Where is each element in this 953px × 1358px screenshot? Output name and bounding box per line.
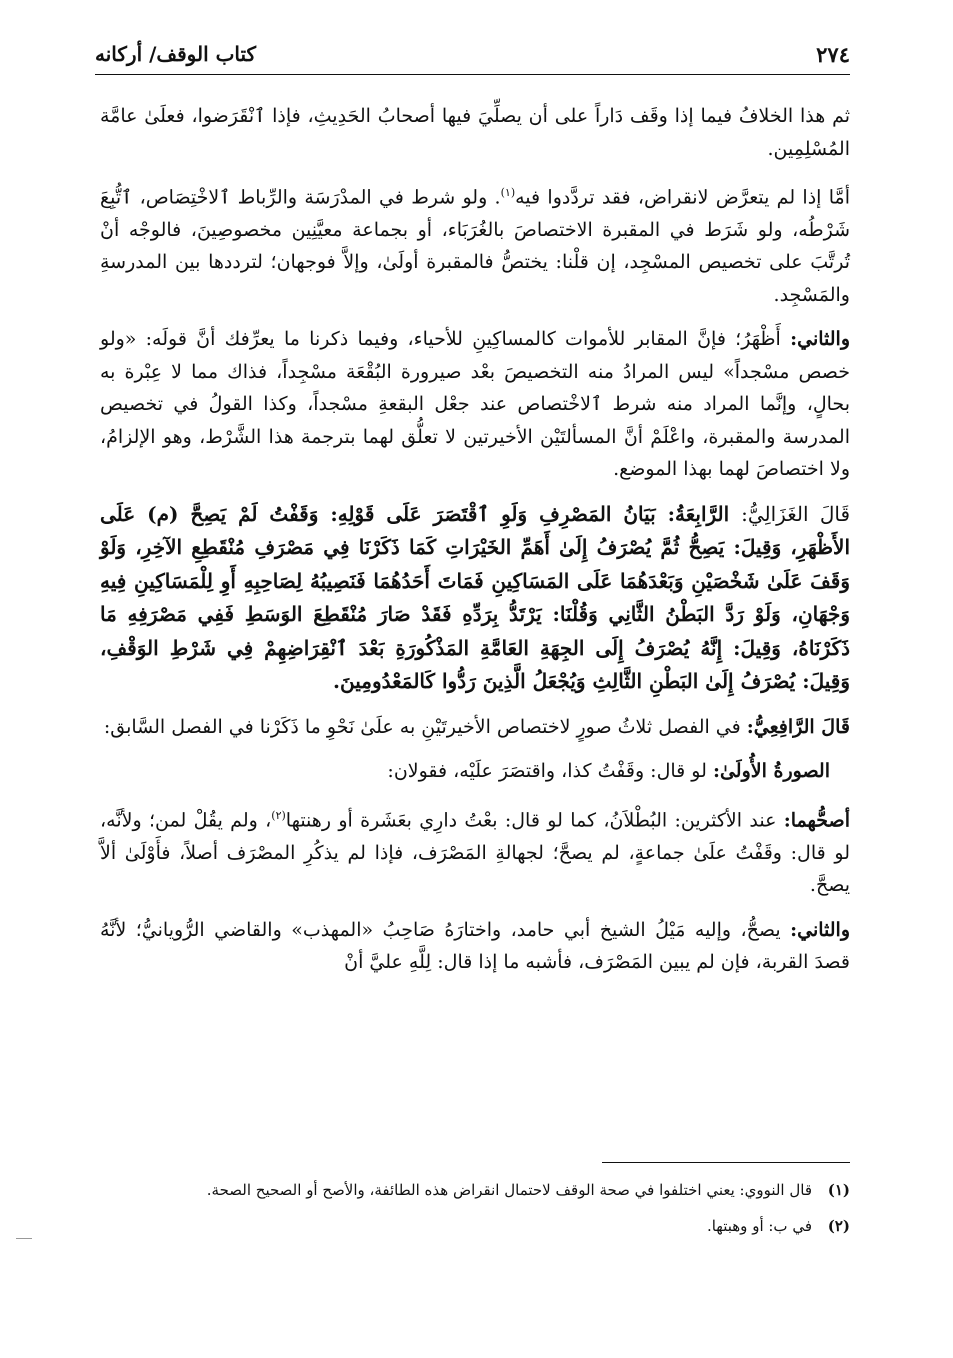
paragraph-8 (100, 914, 850, 979)
paragraph-7 (100, 800, 850, 902)
paragraph-6 (100, 755, 850, 788)
footnote-separator (602, 1162, 850, 1163)
paragraph-text: أَظْهَرُ؛ فإنَّ المقابر للأموات كالمساكِينِ للأحياء، وفيما ذكرنا ما يعرِّفك أنَّ قولَه: «ولو خصص مسْجداً» ليس المرادُ منه التخصيصَ بعْد صيرورة البُقْعَة مسْجِداً، فذاك مما لا عِبْرة به بحالٍ، وإنَّما المراد منه شرط ٱلاخْتصاص عند جعْل البقعةِ مسْجداً، وكذا القولُ في تخصيص المدرسة والمقبرة، واعْلَمْ أنَّ المسألتَيْن الأخيرتين لا تعلُّق لهما بترجمة هذا الشَّرْط، وهو الإلزامُ، ولا اختصاصَ لهما بهذا الموضع. (100, 328, 850, 481)
paragraph-text: عند الأكثرين: البُطْلاَنُ، كما لو قال: بعْتُ دارِي بعَشَرة أو رهنتها (285, 809, 784, 832)
main-text (100, 100, 850, 991)
scan-edge-mark (16, 1238, 32, 1239)
page-header (95, 40, 850, 75)
running-title: كتاب الوقف/ أركانه (95, 42, 257, 66)
footnote-2 (100, 1213, 850, 1239)
paragraph-text: أمَّا إذا لم يتعرَّض لانقراض، فقد تردَّدوا فيه (515, 186, 850, 209)
ghazali-quote (100, 498, 850, 699)
paragraph-text: في الفصل ثلاثُ صورٍ لاختصاص الأخيرتَيْنِ به علَىٰ نَحْوِ ما ذَكَرْنا في الفصل السَّابق: (103, 715, 747, 738)
footnote-text: في ب: أو وهبتها. (706, 1217, 812, 1235)
footnote-text: قال النووي: يعني اختلفوا في صحة الوقف لاحتمال انقراض هذه الطائفة، والأصح أو الصحيح الصحة. (206, 1181, 812, 1199)
footnote-number: (٢) (827, 1217, 850, 1235)
paragraph-5 (100, 711, 850, 744)
paragraph-1 (100, 100, 850, 165)
paragraph-text-cont: . ولو شرط في المدْرَسَة والرِّباط ٱلاخْتِصَاص، ٱتُّبِعَ شَرْطُه، ولو شَرَط في المقبرة الاختصاصَ بالغُرَبَاء، أو بجماعة معيَّنِين مخصوصِينَ، فالوجْه أنْ تُرتَّبَ على تخصيص المسْجِد، إن قلْنا: يختصُّ فالمقبرة أولَىٰ، وإلاَّ فوجهان؛ لترددها بين المدرسةِ والمَسْجِد. (100, 186, 850, 306)
paragraph-lead: أصحُّهما: (783, 809, 850, 832)
paragraph-text: ثم هذا الخلافُ فيما إذا وقَف دَاراً على أن يصلِّيَ فيها أصحابُ الحَدِيثِ، فإذا ٱنْقَرَضوا، فعلَىٰ عامَّة المُسْلِمِين. (100, 105, 850, 160)
footnote-number: (١) (827, 1181, 850, 1199)
paragraph-lead: الصورةُ الأُولَىٰ: (712, 760, 830, 783)
paragraph-lead: والثاني: (790, 918, 850, 941)
paragraph-lead: والثاني: (790, 328, 850, 351)
paragraph-text: لو قال: وقَفْتُ كذا، واقتصَرَ علَيْه، فقولان: (387, 760, 713, 783)
footnotes (100, 1177, 850, 1249)
footnote-1 (100, 1177, 850, 1203)
page-number: ٢٧٤ (816, 42, 850, 67)
paragraph-lead: قَالَ الرَّافِعِيُّ: (746, 715, 850, 738)
paragraph-text-cont: ، ولم يقُلْ لمن؛ ولأنَّه، لو قال: وقَفْتُ علَىٰ جماعةٍ، لم يصحَّ؛ لجهالةِ المَصْرَف، فإذا لم يذكُرِ المصْرَف أصلاً، فأَوْلَىٰ ألاَّ يصحَّ. (100, 809, 850, 897)
paragraph-2 (100, 177, 850, 311)
paragraph-text: الرَّابِعَةُ: بَيَانُ المَصْرِفِ وَلَوِ ٱقْتَصَرَ عَلَى قَوْلِهِ: وَقَفْتُ لَمْ يَصِحَّ (م) عَلَى الأَظْهَرِ، وَقِيلَ: يَصِحُّ ثُمَّ يُصْرَفُ إِلَىٰ أَهَمِّ الخَيْرَاتِ كَمَا ذَكَرْنَا فِي مَصْرَفِ مُنْقَطِعِ الآخِرِ، وَلَوْ وَقَفَ عَلَىٰ شَخْصَيْنِ وَبَعْدَهُمَا عَلَى المَسَاكِينِ فَمَاتَ أَحَدُهُمَا فَنَصِيبُهُ لِصَاحِبِهِ أَوِ لِلْمَسَاكِينِ فِيهِ وَجْهَانِ، وَلَوْ رَدَّ البَطْنُ الثَّانِي وَقُلْنَا: يَرْتَدُّ بِرَدِّهِ فَقَدْ صَارَ مُنْقَطِعَ الوَسَطِ فَفِي مَصْرَفِهِ مَا ذَكَرْنَاهُ، وَقِيلَ: إِنَّهُ يُصْرَفُ إِلَى الجِهَةِ العَامَّةِ المَذْكُورَةِ بَعْدَ ٱنْقِرَاضِهِمْ فِي شَرْطِ الوَقْفِ، وَقِيلَ: يُصْرَفُ إِلَىٰ البَطْنِ الثَّالِثِ وَيُجْعَلُ الَّذِينَ رَدُّوا كَالمَعْدُومِينَ. (100, 501, 850, 694)
footnote-ref-1[interactable]: (١) (500, 186, 516, 199)
paragraph-text: يصحُّ، وإليه مَيْلُ الشيخ أبي حامد، واختارَهُ صَاحِبُ «المهذب» والقاضي الرُّويانيُّ؛ لأنَّهُ قصدَ القربة، فإن لم يبين المَصْرَف، فأشبه ما إذا قال: لِلَّهِ عليَّ أنْ (100, 918, 850, 974)
paragraph-lead: قَالَ الغَزَالِيُّ: (741, 501, 850, 526)
footnote-ref-2[interactable]: (٢) (271, 808, 286, 822)
paragraph-3 (100, 323, 850, 486)
